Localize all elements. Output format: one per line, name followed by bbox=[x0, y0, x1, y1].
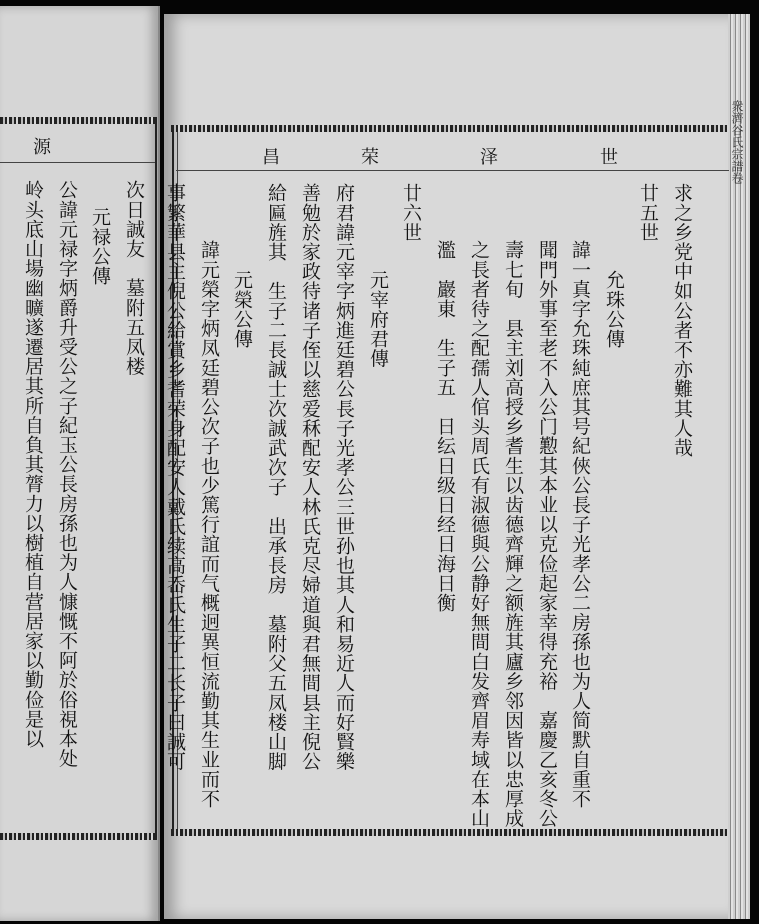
left-page-header: 源 bbox=[33, 137, 51, 158]
text-column: 府君諱元宰字炳進廷碧公長子光孝公三世孙也其人和易近人而好賢樂 bbox=[333, 183, 355, 771]
left-column: 元禄公傳 bbox=[89, 207, 111, 286]
text-column: 事繁華县主倪公給賞乡耆荣身配安人戴氏续高岙氏生子二长子曰誠可 bbox=[164, 183, 186, 771]
text-column: 濫 巖東 生子五 日纭日级日经日海日衡 bbox=[434, 240, 456, 613]
right-page-header-char: 昌 bbox=[262, 147, 280, 168]
right-page-header-char: 泽 bbox=[480, 147, 498, 168]
biography-title: 元榮公傳 bbox=[231, 270, 253, 349]
text-column: 給匾旌其 生子二長誠士次誠武次子 出承長房 墓附父五凤楼山脚 bbox=[265, 183, 287, 771]
left-column: 公諱元禄字炳爵升受公之子紀玉公長房孫也为人慷慨不阿於俗視本处 bbox=[56, 180, 78, 768]
right-page-bottom-rule bbox=[171, 829, 729, 836]
right-page-header-char: 荣 bbox=[361, 147, 379, 168]
right-page-header-divider bbox=[176, 170, 729, 171]
text-column: 諱一真字允珠純庶其号紀俠公長子光孝公二房孫也为人简默自重不 bbox=[569, 240, 591, 809]
spine-title: 衆濟谷氏宗譜卷 bbox=[730, 100, 744, 184]
right-page-header-char: 世 bbox=[600, 147, 618, 168]
left-page-right-border bbox=[155, 117, 157, 840]
left-page-text bbox=[0, 120, 150, 840]
left-column: 岭头底山場幽曠遂遷居其所自負其膂力以樹植自营居家以勤俭是以 bbox=[22, 180, 44, 749]
generation-heading: 廿六世 bbox=[400, 183, 422, 242]
text-column: 善勉於家政待诸子侄以慈爱秝配安人林氏克尽婦道與君無間县主倪公 bbox=[299, 183, 321, 771]
biography-title: 元宰府君傳 bbox=[367, 270, 389, 368]
generation-heading: 廿五世 bbox=[637, 183, 659, 242]
text-column: 之長者待之配孺人倌头周氏有淑德與公静好無間白发齊眉寿域在本山 bbox=[468, 240, 490, 828]
text-column: 聞門外事至老不入公门懃其本业以克俭起家幸得充裕 嘉慶乙亥冬公 bbox=[536, 240, 558, 828]
biography-title: 允珠公傳 bbox=[603, 270, 625, 349]
text-column: 求之乡党中如公者不亦難其人哉 bbox=[671, 183, 693, 458]
right-page-top-rule bbox=[171, 125, 729, 132]
text-column: 壽七旬 县主刘高授乡耆生以齿德齊輝之额旌其廬乡邻因皆以忠厚成 bbox=[502, 240, 524, 828]
left-column: 次日誠友 墓附五凤楼 bbox=[123, 180, 145, 376]
text-column: 諱元榮字炳凤廷碧公次子也少篤行誼而气概迥異恒流勤其生业而不 bbox=[198, 240, 220, 809]
